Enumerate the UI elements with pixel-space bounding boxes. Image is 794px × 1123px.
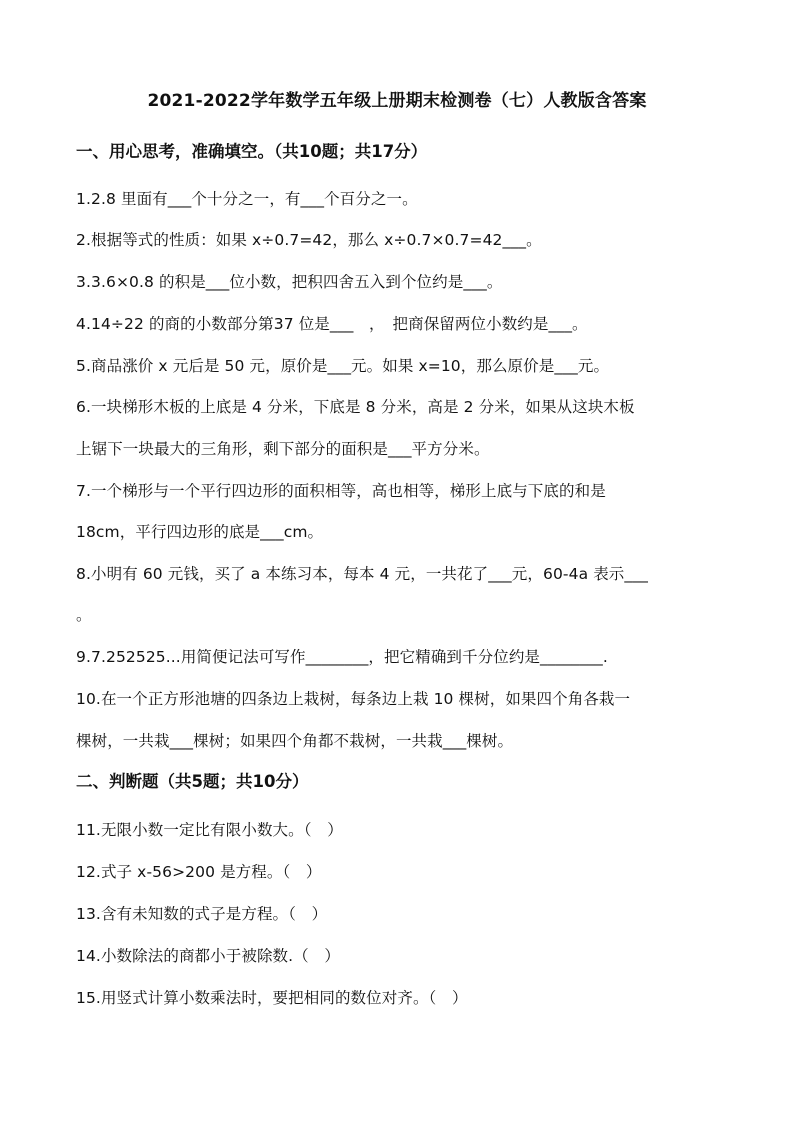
question-line: 3.3.6×0.8 的积是___位小数，把积四舍五入到个位约是___。 [76, 273, 503, 291]
question-line: 1.2.8 里面有___个十分之一，有___个百分之一。 [76, 190, 418, 208]
question-line: 5.商品涨价 x 元后是 50 元，原价是___元。如果 x=10，那么原价是___元。 [76, 357, 610, 375]
question-line: 上锯下一块最大的三角形，剩下部分的面积是___平方分米。 [76, 440, 490, 458]
question-line: 13.含有未知数的式子是方程。（ ） [76, 905, 328, 923]
question-line: 18cm，平行四边形的底是___cm。 [76, 523, 324, 541]
question-line: 10.在一个正方形池塘的四条边上栽树，每条边上栽 10 棵树，如果四个角各栽一 [76, 690, 631, 708]
question-line: 。 [76, 606, 92, 624]
question-line: 15.用竖式计算小数乘法时，要把相同的数位对齐。（ ） [76, 989, 468, 1007]
question-line: 棵树，一共栽___棵树；如果四个角都不栽树，一共栽___棵树。 [76, 732, 514, 750]
question-line: 6.一块梯形木板的上底是 4 分米，下底是 8 分米，高是 2 分米，如果从这块木板 [76, 398, 635, 416]
page-title: 2021-2022学年数学五年级上册期末检测卷（七）人教版含答案 [147, 91, 647, 111]
question-line: 14.小数除法的商都小于被除数.（ ） [76, 947, 340, 965]
question-line: 2.根据等式的性质：如果 x÷0.7=42，那么 x÷0.7×0.7=42___。 [76, 231, 542, 249]
question-line: 12.式子 x-56>200 是方程。（ ） [76, 863, 322, 881]
question-line: 11.无限小数一定比有限小数大。（ ） [76, 821, 343, 839]
section-2-heading: 二、判断题（共5题；共10分） [76, 772, 309, 791]
section-1-heading: 一、用心思考，准确填空。（共10题；共17分） [76, 142, 428, 161]
question-line: 7.一个梯形与一个平行四边形的面积相等，高也相等，梯形上底与下底的和是 [76, 482, 606, 500]
question-line: 4.14÷22 的商的小数部分第37 位是___ ， 把商保留两位小数约是___。 [76, 315, 588, 333]
question-line: 9.7.252525...用简便记法可写作________，把它精确到千分位约是________. [76, 648, 608, 666]
question-line: 8.小明有 60 元钱，买了 a 本练习本，每本 4 元，一共花了___元，60-4a 表示___ [76, 565, 648, 583]
